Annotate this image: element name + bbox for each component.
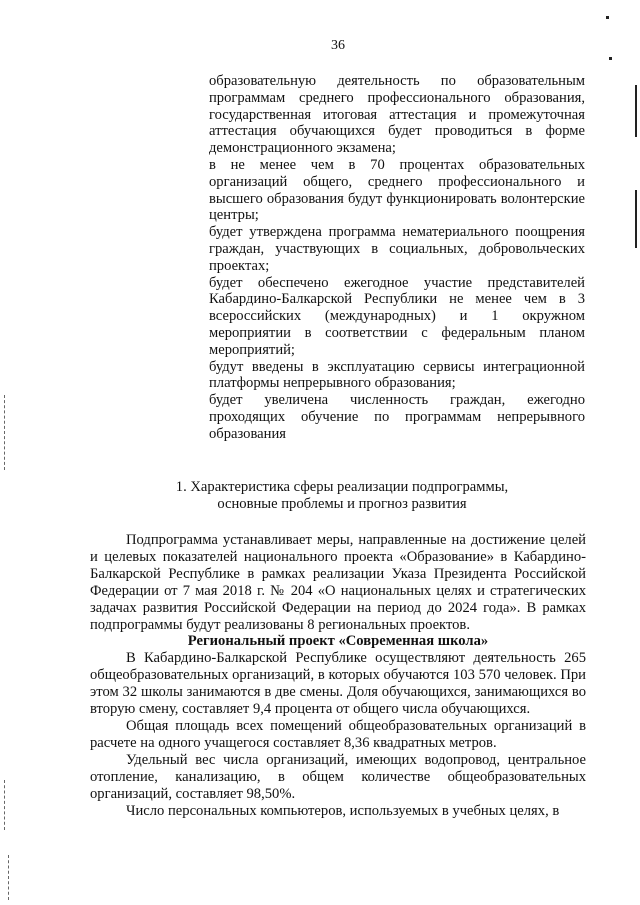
paragraph: Общая площадь всех помещений общеобразовательных организаций в расчете на одного учащегося составляет 8,36 квадратных метров. [90,717,586,751]
section-title [100,479,584,513]
scan-mark [609,57,612,60]
list-item: образовательную деятельность по образовательным программам среднего профессионального образования, государственная итоговая аттестация и промежуточная аттестация обучающихся будет проводиться в форме демонстрационного экзамена; [209,73,585,157]
list-item: в не менее чем в 70 процентах образовательных организаций общего, среднего профессионального и высшего образования будут функционировать волонтерские центры; [209,156,585,224]
list-item: будет увеличена численность граждан, ежегодно проходящих обучение по программам непрерывного образования [209,392,585,442]
scan-edge-dashes [8,855,10,900]
scan-edge-dashes [4,395,6,470]
regional-project-heading: Региональный проект «Современная школа» [187,633,489,650]
section-title-line: 1. Характеристика сферы реализации подпрограммы, [175,479,509,495]
list-item: будет обеспечено ежегодное участие представителей Кабардино-Балкарской Республики не менее чем в 3 всероссийских (международных) и 1 окружном мероприятии в соответствии с федеральным планом мероприятий; [209,274,585,358]
paragraph: Подпрограмма устанавливает меры, направленные на достижение целей и целевых показателей национального проекта «Образование» в Кабардино-Балкарской Республике в рамках реализации Указа Президента Российской Федерации от 7 мая 2018 г. № 204 «О национальных целях и стратегических задачах развития Российской Федерации на период до 2024 года». В рамках подпрограммы будут реализованы 8 региональных проектов. [90,532,586,633]
paragraph: Удельный вес числа организаций, имеющих водопровод, центральное отопление, канализацию, в общем количестве общеобразовательных организаций, составляет 98,50%. [90,751,586,802]
paragraph: Число персональных компьютеров, используемых в учебных целях, в [126,802,560,819]
list-item: будет утверждена программа нематериального поощрения граждан, участвующих в социальных, добровольческих проектах; [209,224,585,274]
page-number: 36 [331,38,345,53]
scan-mark [606,16,609,19]
scan-edge-dashes [4,780,6,830]
body-text [90,532,586,819]
paragraph: В Кабардино-Балкарской Республике осуществляют деятельность 265 общеобразовательных организаций, в которых обучаются 103 570 человек. При этом 32 школы занимаются в две смены. Доля обучающихся, занимающихся во вторую смену, составляет 9,4 процента от общего числа обучающихся. [90,650,586,718]
scan-mark [635,85,637,137]
scan-mark [635,190,637,248]
section-title-line: основные проблемы и прогноз развития [217,496,467,512]
list-item: будут введены в эксплуатацию сервисы интеграционной платформы непрерывного образования; [209,358,585,392]
indented-list [209,73,585,443]
